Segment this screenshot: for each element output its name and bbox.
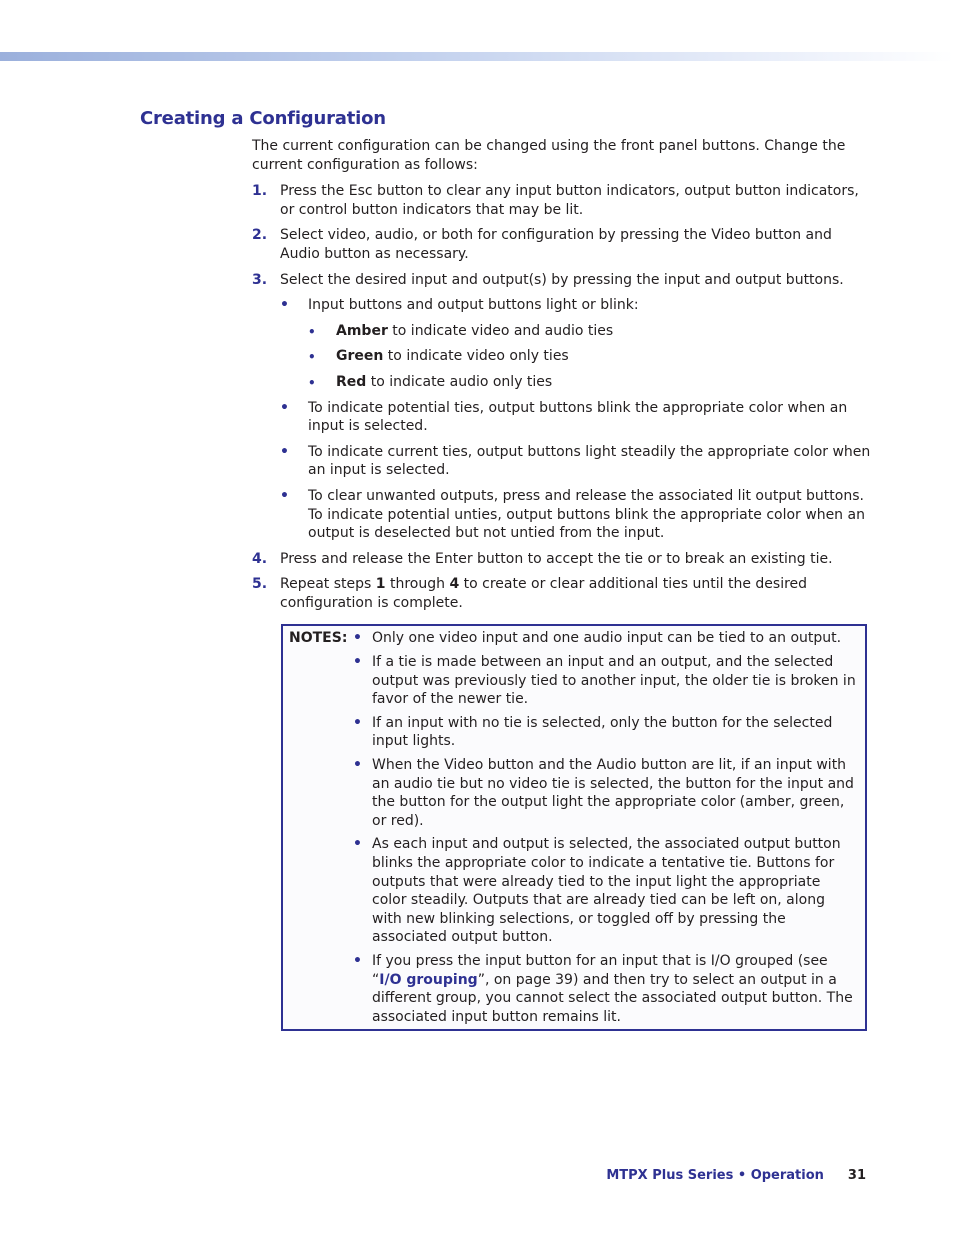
note-text: When the Video button and the Audio button are lit, if an input with an audio tie but no video tie is selected, the button for the input and the button for the output light the appropriate color (amber, green, or red). bbox=[372, 757, 854, 829]
note-text: If a tie is made between an input and an output, and the selected output was previously tied to another input, the older tie is broken in favor of the newer tie. bbox=[372, 654, 856, 708]
page-footer bbox=[606, 1168, 866, 1183]
color-desc: to indicate video only ties bbox=[383, 348, 569, 365]
page-number: 31 bbox=[847, 1168, 866, 1183]
note-item bbox=[289, 835, 859, 947]
bullet-item bbox=[280, 399, 872, 436]
step-4 bbox=[252, 550, 872, 569]
bullet-icon: • bbox=[353, 654, 362, 671]
bullet-text: Input buttons and output buttons light or blink: bbox=[308, 297, 639, 314]
step-ref-4: 4 bbox=[449, 576, 460, 593]
io-grouping-link[interactable]: I/O grouping bbox=[379, 971, 478, 988]
color-item-red bbox=[308, 373, 872, 392]
step-number: 3. bbox=[252, 271, 268, 288]
bullet-text: To clear unwanted outputs, press and release the associated lit output buttons. To indicate potential unties, output buttons blink the appropriate color when an output is deselected but not untied from the input. bbox=[308, 487, 865, 542]
color-name: Green bbox=[336, 348, 384, 365]
step-2 bbox=[252, 226, 872, 263]
color-list bbox=[308, 322, 872, 392]
bullet-icon: • bbox=[280, 399, 289, 416]
section-body bbox=[252, 137, 872, 1031]
note-item bbox=[289, 629, 859, 648]
step-number: 4. bbox=[252, 550, 268, 567]
color-item-amber bbox=[308, 322, 872, 341]
step-5 bbox=[252, 575, 872, 612]
header-band bbox=[0, 52, 954, 61]
bullet-item bbox=[280, 443, 872, 480]
step-number: 1. bbox=[252, 183, 268, 200]
bullet-icon: • bbox=[353, 757, 362, 774]
note-text-after: ”, on page 39) and then try to select an output in a different group, you cannot select the associated output button. The associated input button remains lit. bbox=[372, 971, 853, 1025]
bullet-item bbox=[280, 296, 872, 315]
note-item bbox=[289, 653, 859, 709]
note-item bbox=[289, 952, 859, 1026]
step-text-before: Repeat steps bbox=[280, 576, 376, 593]
color-desc: to indicate audio only ties bbox=[366, 373, 553, 390]
bullet-icon: • bbox=[353, 630, 362, 647]
step-ref-1: 1 bbox=[375, 576, 386, 593]
color-item-green bbox=[308, 347, 872, 366]
bullet-icon: • bbox=[353, 836, 362, 853]
note-item bbox=[289, 756, 859, 830]
step-1 bbox=[252, 182, 872, 219]
step-3-bullets bbox=[280, 296, 872, 543]
step-text: Select the desired input and output(s) by pressing the input and output buttons. bbox=[280, 271, 844, 288]
bullet-icon: • bbox=[308, 375, 316, 390]
notes-label: NOTES: bbox=[289, 630, 348, 647]
bullet-icon: • bbox=[280, 443, 289, 460]
step-text: Press and release the Enter button to accept the tie or to break an existing tie. bbox=[280, 550, 833, 567]
step-text-after: to create or clear additional ties until the desired configuration is complete. bbox=[280, 576, 808, 611]
note-text-before: If you press the input button for an input that is I/O grouped (see “ bbox=[372, 952, 828, 988]
color-desc: to indicate video and audio ties bbox=[387, 322, 614, 339]
section-heading: Creating a Configuration bbox=[140, 108, 386, 129]
step-text-mid: through bbox=[385, 576, 450, 593]
notes-box bbox=[281, 624, 867, 1031]
bullet-icon: • bbox=[353, 952, 362, 969]
step-3 bbox=[252, 271, 872, 290]
footer-title: MTPX Plus Series • Operation bbox=[606, 1168, 824, 1183]
bullet-icon: • bbox=[353, 714, 362, 731]
note-text: If an input with no tie is selected, only the button for the selected input lights. bbox=[372, 714, 833, 750]
bullet-item bbox=[280, 487, 872, 543]
step-number: 5. bbox=[252, 576, 268, 593]
bullet-icon: • bbox=[308, 350, 316, 365]
color-name: Red bbox=[336, 373, 367, 390]
color-name: Amber bbox=[336, 322, 388, 339]
bullet-icon: • bbox=[308, 324, 316, 339]
note-text: Only one video input and one audio input can be tied to an output. bbox=[372, 630, 842, 647]
note-item bbox=[289, 714, 859, 751]
step-number: 2. bbox=[252, 227, 268, 244]
note-text: As each input and output is selected, the associated output button blinks the appropriate color to indicate a tentative tie. Buttons for outputs that were already tied to the input light the appropriate color steadily. Outputs that are already tied can be left on, along with new blinking selections, or toggled off by pressing the associated output button. bbox=[372, 836, 841, 946]
step-text: Press the Esc button to clear any input button indicators, output button indicators, or control button indicators that may be lit. bbox=[280, 183, 859, 218]
bullet-icon: • bbox=[280, 487, 289, 504]
step-text: Select video, audio, or both for configuration by pressing the Video button and Audio button as necessary. bbox=[280, 227, 832, 262]
intro-paragraph: The current configuration can be changed using the front panel buttons. Change the current configuration as follows: bbox=[252, 138, 846, 173]
bullet-text: To indicate current ties, output buttons light steadily the appropriate color when an input is selected. bbox=[308, 443, 871, 479]
bullet-icon: • bbox=[280, 297, 289, 314]
bullet-text: To indicate potential ties, output buttons blink the appropriate color when an input is selected. bbox=[308, 399, 848, 435]
